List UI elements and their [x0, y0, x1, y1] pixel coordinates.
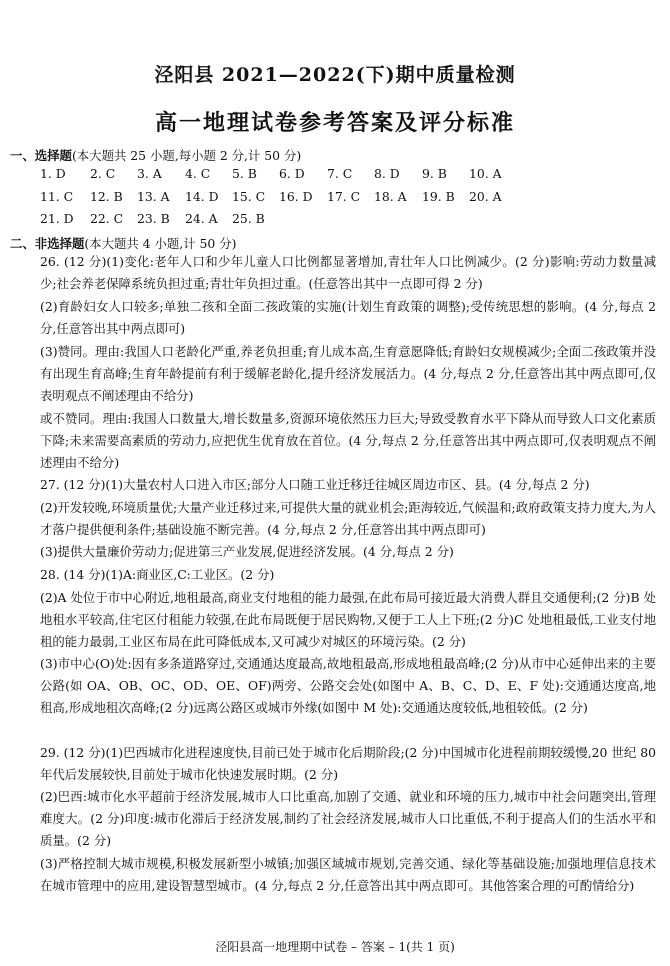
- mc-answer: 3. A: [137, 166, 162, 181]
- section-title: 二、非选择题: [10, 236, 85, 251]
- answer-26-2: (2)育龄妇女人口较多;单独二孩和全面二孩政策的实施(计划生育政策的调整);受传统思想的影响。(4 分,每点 2 分,任意答出其中两点即可): [40, 299, 656, 336]
- mc-answer: 19. B: [422, 189, 455, 204]
- mc-answer: 22. C: [90, 211, 124, 226]
- mc-answer: 13. A: [137, 189, 170, 204]
- answer-27-3: (3)提供大量廉价劳动力;促进第三产业发展,促进经济发展。(4 分,每点 2 分): [40, 544, 454, 559]
- mc-answer: 18. A: [374, 189, 407, 204]
- answer-28-2: (2)A 处位于市中心附近,地租最高,商业支付地租的能力最强,在此布局可接近最大消费人群且交通便利;(2 分)B 处地租水平较高,住宅区付租能力较强,在此布局既便于居民购物,又便于工人上下班;(2 分)C 处地租最低,工业支付地租的能力最弱,工业区布局在此可降低成本,又可减少对城区的环境污染。(2 分): [40, 590, 656, 649]
- answer-29-2: (2)巴西:城市化水平超前于经济发展,城市人口比重高,加剧了交通、就业和环境的压力,城市中社会问题突出,管理难度大。(2 分)印度:城市化滞后于经济发展,制约了社会经济发展,城市人口比重低,不利于提高人们的生活水平和质量。(2 分): [40, 789, 656, 848]
- mc-answer: 1. D: [40, 166, 66, 181]
- answer-26-3-agree: (3)赞同。理由:我国人口老龄化严重,养老负担重;育儿成本高,生育意愿降低;育龄妇女规模减少;全面二孩政策并没有出现生育高峰;生育年龄提前有利于缓解老龄化,提升经济发展活力。(4 分,每点 2 分,任意答出其中两点即可,仅表明观点不阐述理由不给分): [40, 344, 656, 403]
- mc-answer: 6. D: [279, 166, 305, 181]
- mc-answer: 14. D: [185, 189, 219, 204]
- mc-answer: 15. C: [232, 189, 266, 204]
- answer-27-2: (2)开发较晚,环境质量优;大量产业迁移过来,可提供大量的就业机会;距海较近,气候温和;政府政策支持力度大,为人才落户提供便利条件;基础设施不断完善。(4 分,每点 2 分,任意答出其中两点即可): [40, 500, 656, 537]
- mc-answer: 20. A: [469, 189, 502, 204]
- section-note: (本大题共 4 小题,计 50 分): [84, 236, 237, 251]
- section-heading-open: [10, 234, 660, 252]
- answer-29-3: (3)严格控制大城市规模,积极发展新型小城镇;加强区域城市规划,完善交通、绿化等基础设施;加强地理信息技术在城市管理中的应用,建设智慧型城市。(4 分,每点 2 分,任意答出其中两点即可。其他答案合理的可酌情给分): [40, 856, 656, 893]
- mc-answer: 10. A: [469, 166, 502, 181]
- mc-answer: 24. A: [185, 211, 218, 226]
- mc-answer: 21. D: [40, 211, 74, 226]
- answer-26-3-disagree: 或不赞同。理由:我国人口数量大,增长数量多,资源环境依然压力巨大;导致受教育水平下降从而导致人口文化素质下降;未来需要高素质的劳动力,应把优生优育放在首位。(4 分,每点 2 分,任意答出其中两点即可,仅表明观点不阐述理由不给分): [40, 411, 656, 470]
- section-note: (本大题共 25 小题,每小题 2 分,计 50 分): [71, 148, 302, 163]
- mc-answer: 9. B: [422, 166, 447, 181]
- mc-answer: 2. C: [90, 166, 116, 181]
- mc-answer: 5. B: [232, 166, 257, 181]
- exam-title: 泾阳县 2021—2022(下)期中质量检测: [154, 64, 516, 86]
- answer-28-3: (3)市中心(O)处:因有多条道路穿过,交通通达度最高,故地租最高,形成地租最高峰;(2 分)从市中心延伸出来的主要公路(如 OA、OB、OC、OD、OE、OF)两旁、公路交会处(如图中 A、B、C、D、E、F 处):交通通达度高,地租高,形成地租次高峰;(2 分)远离公路区或城市外缘(如图中 M 处):交通通达度较低,地租较低。(2 分): [40, 656, 656, 715]
- mc-answer: 11. C: [40, 189, 74, 204]
- mc-answer: 12. B: [90, 189, 123, 204]
- section-heading-choice: [10, 146, 660, 164]
- answer-27-1: 27. (12 分)(1)大量农村人口进入市区;部分人口随工业迁移迁往城区周边市区、县。(4 分,每点 2 分): [40, 477, 590, 492]
- mc-answer: 16. D: [279, 189, 313, 204]
- mc-answer: 8. D: [374, 166, 400, 181]
- mc-answer: 7. C: [327, 166, 353, 181]
- mc-answer: 25. B: [232, 211, 265, 226]
- answer-29-1: 29. (12 分)(1)巴西城市化进程速度快,目前已处于城市化后期阶段;(2 分)中国城市化进程前期较缓慢,20 世纪 80 年代后发展较快,目前处于城市化快速发展时期。(2 分): [40, 745, 656, 782]
- mc-answer: 4. C: [185, 166, 211, 181]
- mc-answer: 23. B: [137, 211, 170, 226]
- answer-26-1: 26. (12 分)(1)变化:老年人口和少年儿童人口比例都显著增加,青壮年人口比例减少。(2 分)影响:劳动力数量减少;社会养老保障系统负担过重;青壮年负担过重。(任意答出其中一点即可得 2 分): [40, 254, 656, 291]
- section-title: 一、选择题: [10, 148, 72, 163]
- answer-28-1: 28. (14 分)(1)A:商业区,C:工业区。(2 分): [40, 567, 275, 582]
- mc-answer: 17. C: [327, 189, 361, 204]
- page-footer: 泾阳县高一地理期中试卷 – 答案 – 1(共 1 页): [215, 940, 455, 954]
- answer-key-title: 高一地理试卷参考答案及评分标准: [154, 110, 515, 136]
